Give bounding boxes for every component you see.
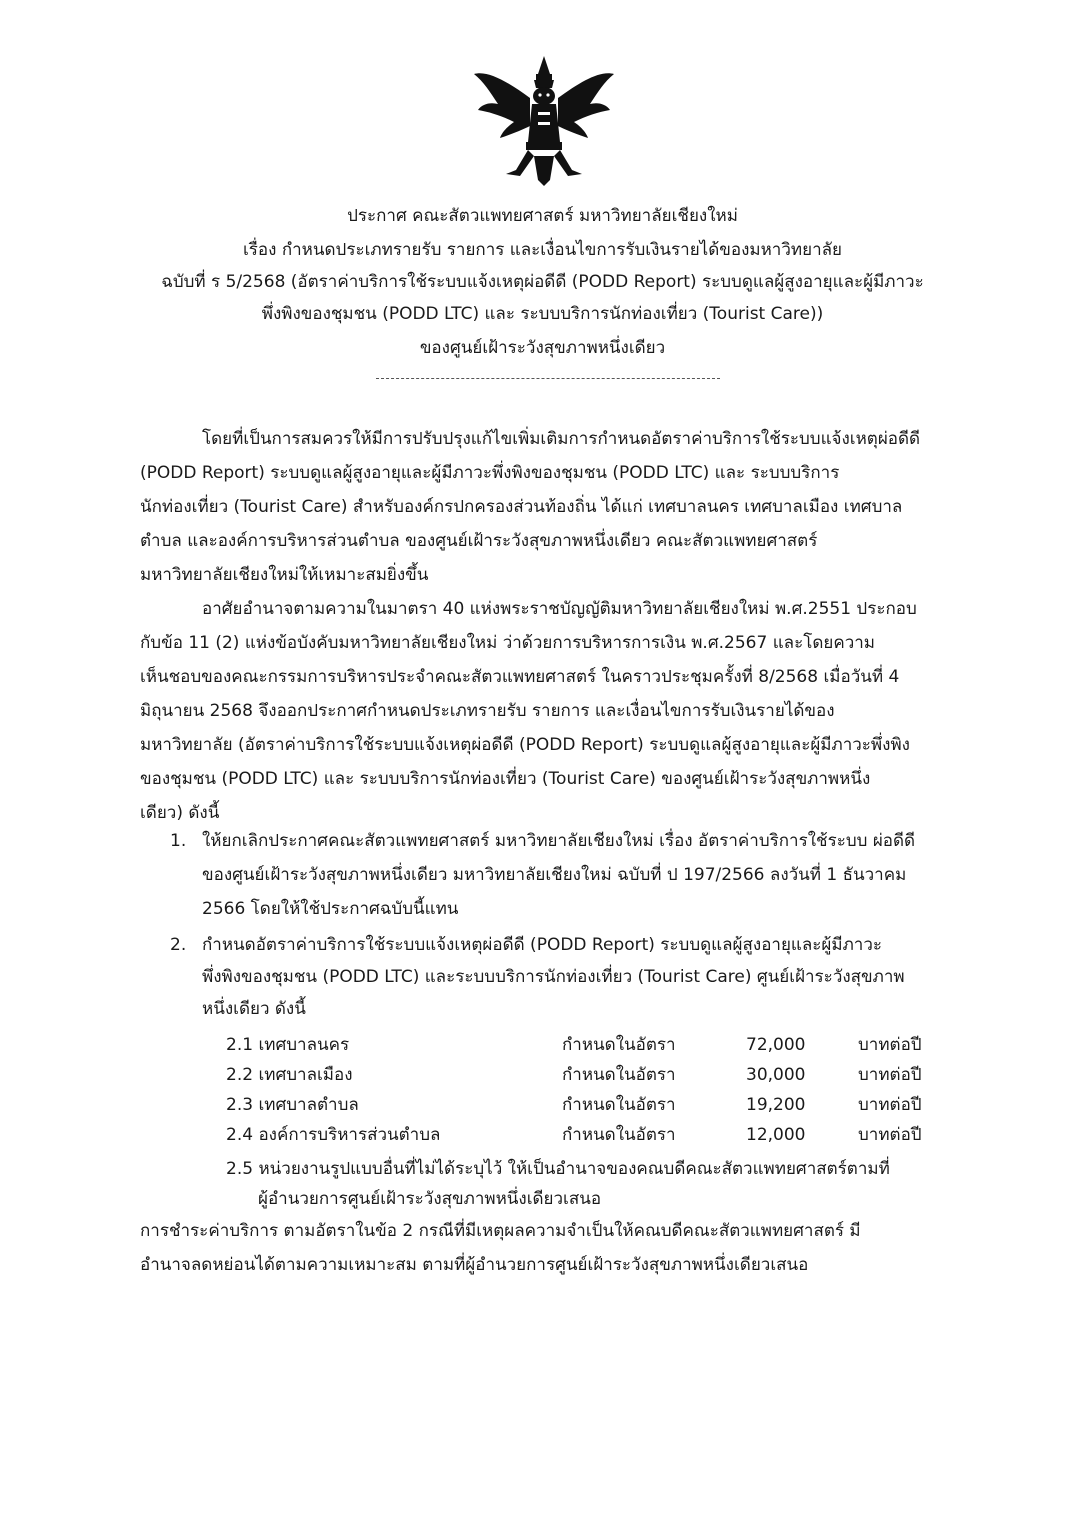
text-line: เห็นชอบของคณะกรรมการบริหารประจำคณะสัตวแพทยศาสตร์ ในคราวประชุมครั้งที่ 8/2568 เมื่อวันที่ 4 [140,667,900,687]
rate-unit: บาทต่อปี [858,1125,922,1145]
text-line: กำหนดอัตราค่าบริการใช้ระบบแจ้งเหตุผ่อดีดี (PODD Report) ระบบดูแลผู้สูงอายุและผู้มีภาวะ [202,935,883,955]
rate-amount: 19,200 [746,1095,806,1115]
text-line: มหาวิทยาลัยเชียงใหม่ให้เหมาะสมยิ่งขึ้น [140,565,429,585]
rate-label: กำหนดในอัตรา [562,1065,676,1085]
text-line: (PODD Report) ระบบดูแลผู้สูงอายุและผู้มีภาวะพึ่งพิงของชุมชน (PODD LTC) และ ระบบบริการ [140,463,840,483]
rate-unit: บาทต่อปี [858,1035,922,1055]
text-line: การชำระค่าบริการ ตามอัตราในข้อ 2 กรณีที่มีเหตุผลความจำเป็นให้คณบดีคณะสัตวแพทยศาสตร์ มี [140,1221,861,1241]
text-line: เดียว) ดังนี้ [140,803,220,823]
rate-row [226,1124,966,1154]
rate-amount: 30,000 [746,1065,806,1085]
text-line: กับข้อ 11 (2) แห่งข้อบังคับมหาวิทยาลัยเชียงใหม่ ว่าด้วยการบริหารการเงิน พ.ศ.2567 และโดยความ [140,633,876,653]
text-line: พึ่งพิงของชุมชน (PODD LTC) และระบบบริการนักท่องเที่ยว (Tourist Care) ศูนย์เฝ้าระวังสุขภาพ [202,967,905,987]
text-line: ของชุมชน (PODD LTC) และ ระบบบริการนักท่องเที่ยว (Tourist Care) ของศูนย์เฝ้าระวังสุขภาพหนึ่ง [140,769,871,789]
rate-row [226,1094,966,1124]
text-line: ตำบล และองค์การบริหารส่วนตำบล ของศูนย์เฝ้าระวังสุขภาพหนึ่งเดียว คณะสัตวแพทยศาสตร์ [140,531,818,551]
rate-row [226,1064,966,1094]
text-line: โดยที่เป็นการสมควรให้มีการปรับปรุงแก้ไขเพิ่มเติมการกำหนดอัตราค่าบริการใช้ระบบแจ้งเหตุผ่อดีดี [202,429,921,449]
rate-amount: 72,000 [746,1035,806,1055]
header-divider [376,378,720,379]
announcement-subject: เรื่อง กำหนดประเภทรายรับ รายการ และเงื่อนไขการรับเงินรายได้ของมหาวิทยาลัย [242,240,842,260]
rate-org: 2.2 เทศบาลเมือง [226,1065,353,1085]
clause-number: 1. [170,831,187,851]
announcement-subject-cont: พึ่งพิงของชุมชน (PODD LTC) และ ระบบบริการนักท่องเที่ยว (Tourist Care)) [261,304,824,324]
text-line: อาศัยอำนาจตามความในมาตรา 40 แห่งพระราชบัญญัติมหาวิทยาลัยเชียงใหม่ พ.ศ.2551 ประกอบ [202,599,917,619]
text-line: นักท่องเที่ยว (Tourist Care) สำหรับองค์กรปกครองส่วนท้องถิ่น ได้แก่ เทศบาลนคร เทศบาลเมือง เทศบาล [140,497,903,517]
rate-unit: บาทต่อปี [858,1095,922,1115]
announcement-center: ของศูนย์เฝ้าระวังสุขภาพหนึ่งเดียว [419,338,666,358]
text-line: หนึ่งเดียว ดังนี้ [202,999,306,1019]
rate-label: กำหนดในอัตรา [562,1095,676,1115]
text-line: 2.5 หน่วยงานรูปแบบอื่นที่ไม่ได้ระบุไว้ ให้เป็นอำนาจของคณบดีคณะสัตวแพทยศาสตร์ตามที่ [226,1159,890,1179]
rate-label: กำหนดในอัตรา [562,1125,676,1145]
announcement-title: ประกาศ คณะสัตวแพทยศาสตร์ มหาวิทยาลัยเชียงใหม่ [347,206,738,226]
text-line: ของศูนย์เฝ้าระวังสุขภาพหนึ่งเดียว มหาวิทยาลัยเชียงใหม่ ฉบับที่ ป 197/2566 ลงวันที่ 1 ธันวาคม [202,865,907,885]
rate-row [226,1034,966,1064]
text-line: 2566 โดยให้ใช้ประกาศฉบับนี้แทน [202,899,459,919]
rate-org: 2.3 เทศบาลตำบล [226,1095,359,1115]
text-line: ให้ยกเลิกประกาศคณะสัตวแพทยศาสตร์ มหาวิทยาลัยเชียงใหม่ เรื่อง อัตราค่าบริการใช้ระบบ ผ่อดีดี [202,831,916,851]
clause-number: 2. [170,935,187,955]
announcement-number: ฉบับที่ ร 5/2568 (อัตราค่าบริการใช้ระบบแจ้งเหตุผ่อดีดี (PODD Report) ระบบดูแลผู้สูงอายุและผู้มีภาวะ [161,272,924,292]
rate-org: 2.1 เทศบาลนคร [226,1035,350,1055]
rate-label: กำหนดในอัตรา [562,1035,676,1055]
rate-org: 2.4 องค์การบริหารส่วนตำบล [226,1125,441,1145]
rate-unit: บาทต่อปี [858,1065,922,1085]
text-line: ผู้อำนวยการศูนย์เฝ้าระวังสุขภาพหนึ่งเดียวเสนอ [258,1189,602,1209]
garuda-emblem-icon [468,52,620,188]
text-line: อำนาจลดหย่อนได้ตามความเหมาะสม ตามที่ผู้อำนวยการศูนย์เฝ้าระวังสุขภาพหนึ่งเดียวเสนอ [140,1255,809,1275]
text-line: มิถุนายน 2568 จึงออกประกาศกำหนดประเภทรายรับ รายการ และเงื่อนไขการรับเงินรายได้ของ [140,701,835,721]
rate-amount: 12,000 [746,1125,806,1145]
text-line: มหาวิทยาลัย (อัตราค่าบริการใช้ระบบแจ้งเหตุผ่อดีดี (PODD Report) ระบบดูแลผู้สูงอายุและผู้มีภาวะพึ่งพิง [140,735,910,755]
